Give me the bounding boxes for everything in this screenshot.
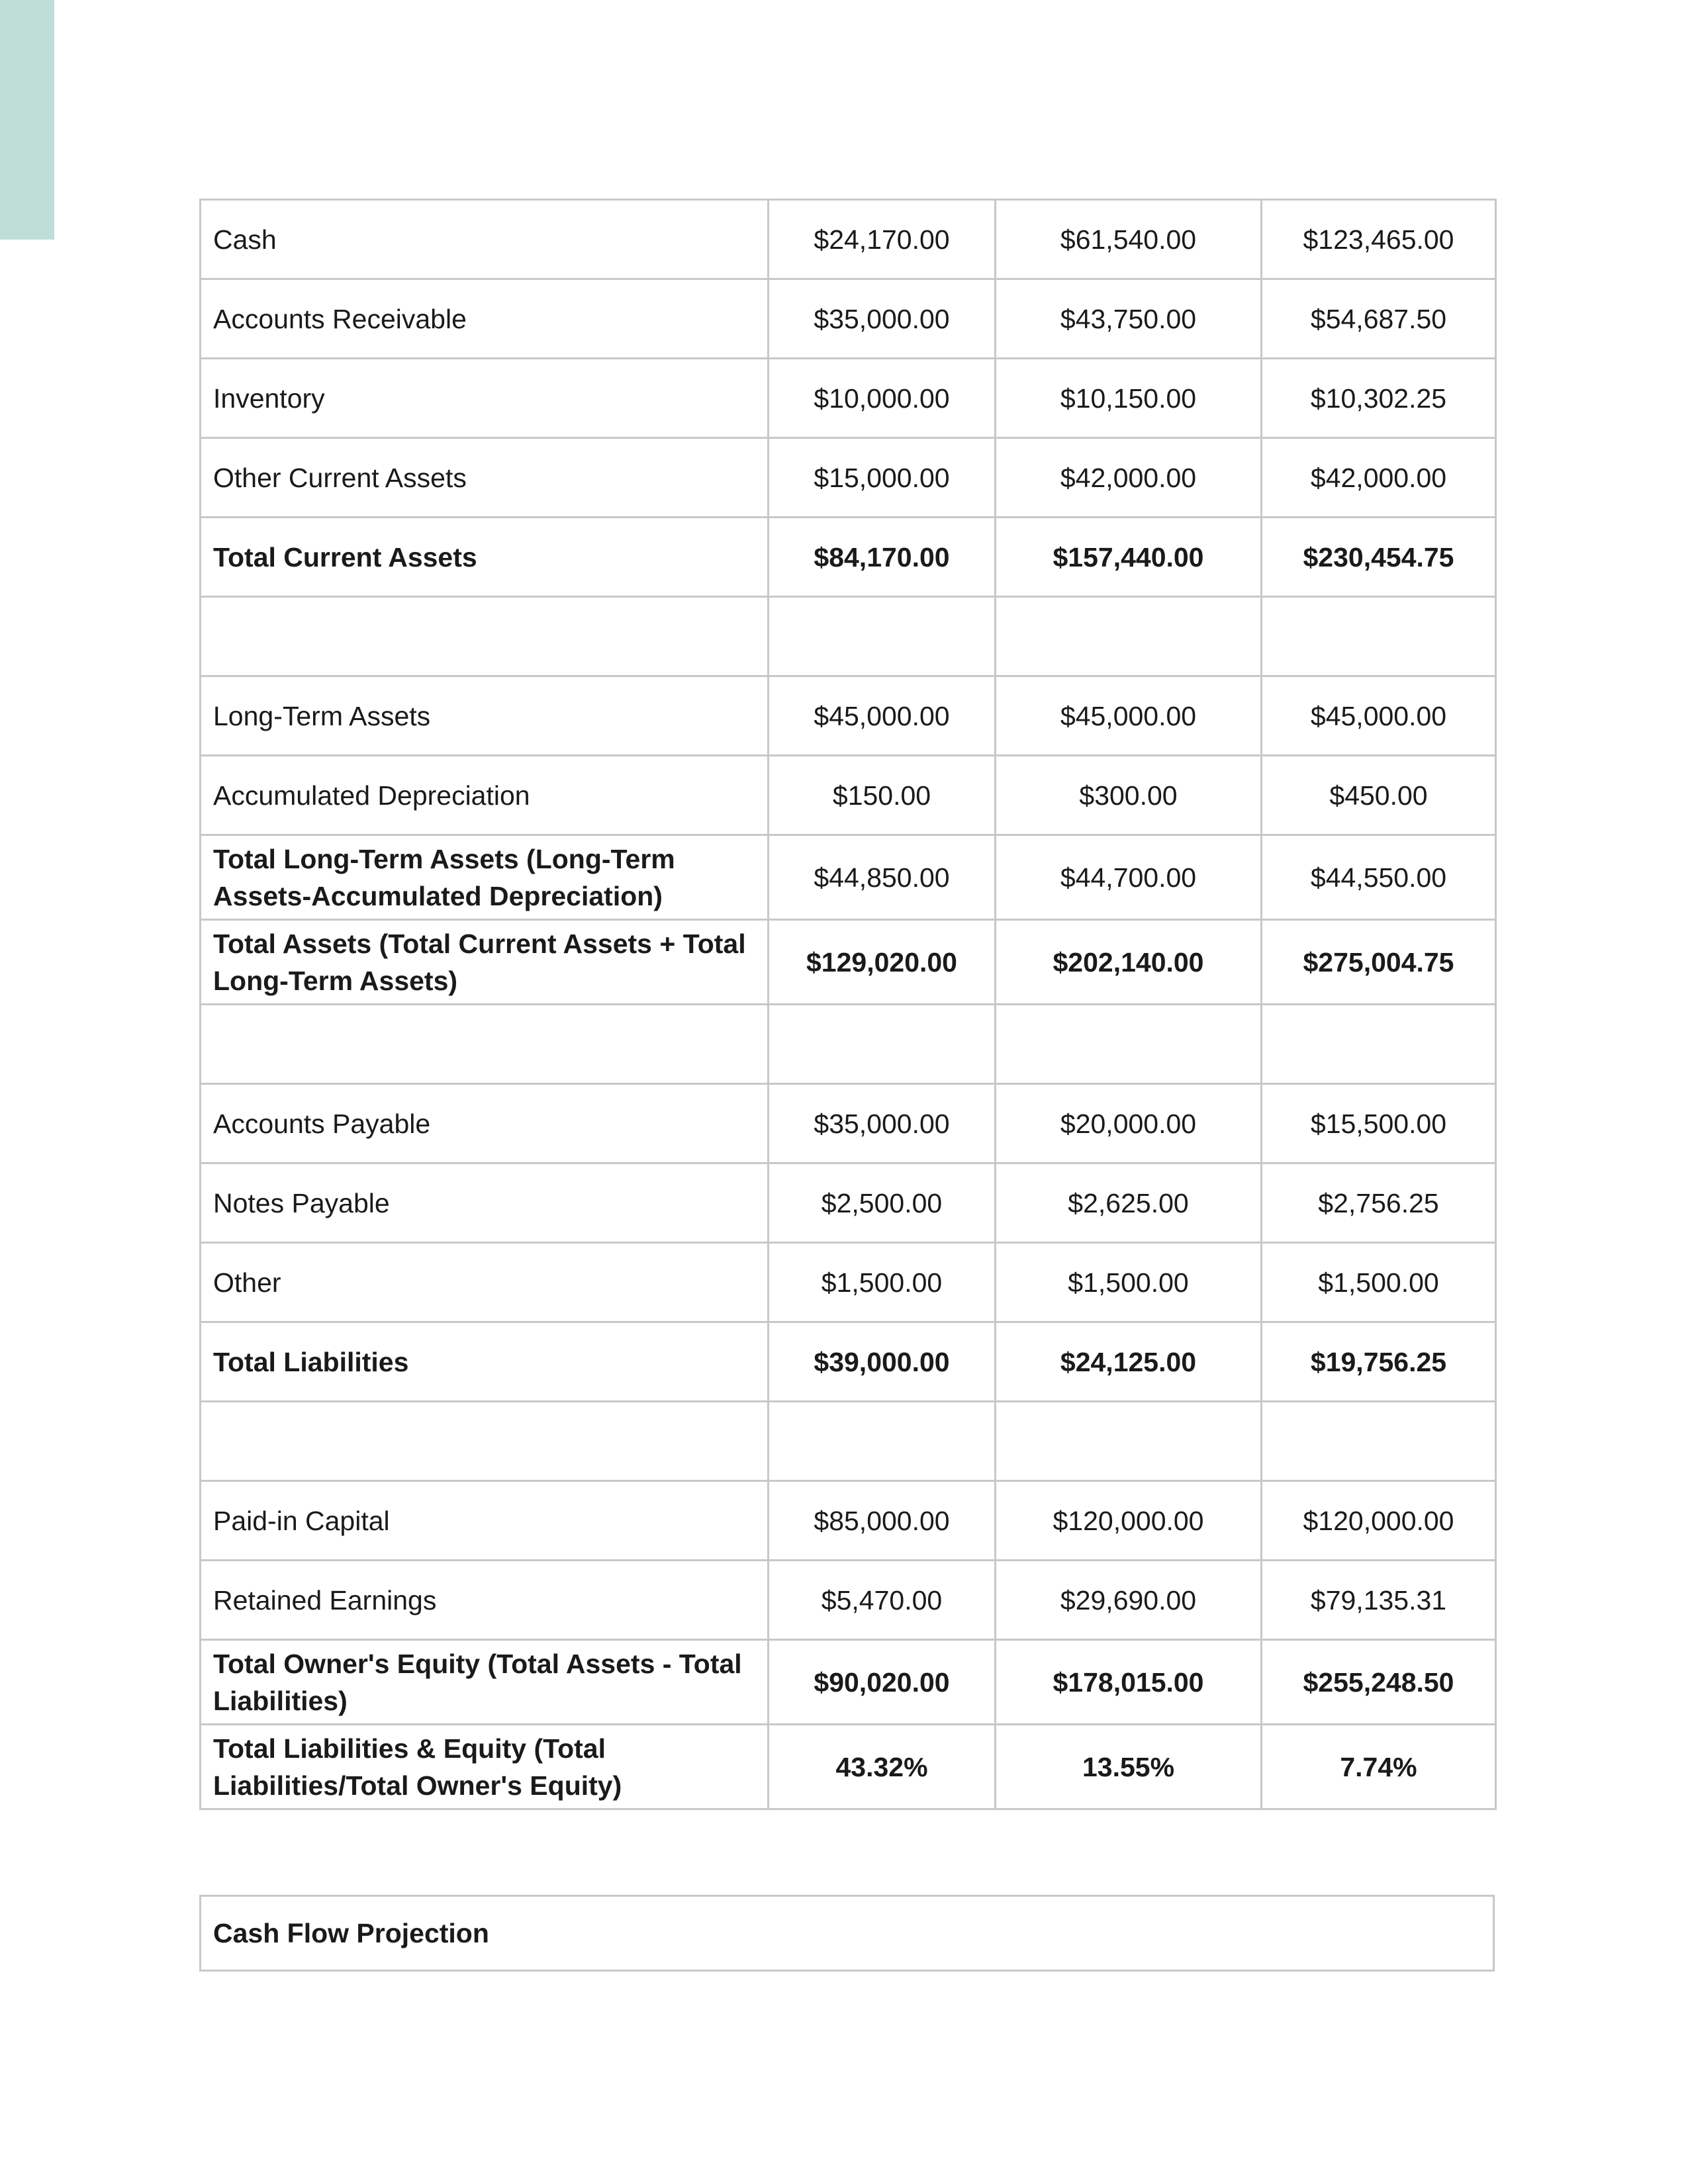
value-year-1: 43.32%: [769, 1725, 996, 1809]
table-row-spacer: [201, 1402, 1496, 1481]
value-year-3: $450.00: [1262, 756, 1496, 835]
value-year-1: $44,850.00: [769, 835, 996, 920]
value-year-2: $20,000.00: [996, 1084, 1262, 1163]
value-year-1: $15,000.00: [769, 438, 996, 518]
value-year-2: $120,000.00: [996, 1481, 1262, 1561]
row-label: Accounts Receivable: [201, 279, 769, 359]
cash-flow-table: [199, 1895, 1495, 1972]
value-year-3: $10,302.25: [1262, 359, 1496, 438]
table-row-inventory: [201, 359, 1496, 438]
value-year-3: $15,500.00: [1262, 1084, 1496, 1163]
row-label: Accumulated Depreciation: [201, 756, 769, 835]
value-year-1: $35,000.00: [769, 1084, 996, 1163]
row-label: Total Liabilities & Equity (Total Liabilities/Total Owner's Equity): [201, 1725, 769, 1809]
row-label: Other Current Assets: [201, 438, 769, 518]
value-year-3: $44,550.00: [1262, 835, 1496, 920]
value-year-2: $1,500.00: [996, 1243, 1262, 1322]
table-row-cash-flow-title: [201, 1896, 1494, 1971]
table-row-accounts-receivable: [201, 279, 1496, 359]
table-row-long-term-assets: [201, 676, 1496, 756]
value-year-1: $35,000.00: [769, 279, 996, 359]
value-year-3: [1262, 597, 1496, 676]
value-year-1: $84,170.00: [769, 518, 996, 597]
row-label: Cash: [201, 200, 769, 279]
table-row-retained-earnings: [201, 1561, 1496, 1640]
table-row-total-liabilities: [201, 1322, 1496, 1402]
value-year-1: $10,000.00: [769, 359, 996, 438]
value-year-3: $275,004.75: [1262, 920, 1496, 1005]
value-year-1: $150.00: [769, 756, 996, 835]
value-year-2: $157,440.00: [996, 518, 1262, 597]
row-label: [201, 1005, 769, 1084]
value-year-1: [769, 1005, 996, 1084]
table-row-notes-payable: [201, 1163, 1496, 1243]
row-label: [201, 1402, 769, 1481]
value-year-3: [1262, 1402, 1496, 1481]
value-year-1: $45,000.00: [769, 676, 996, 756]
value-year-3: $19,756.25: [1262, 1322, 1496, 1402]
cash-flow-title: Cash Flow Projection: [201, 1896, 1494, 1971]
value-year-2: $43,750.00: [996, 279, 1262, 359]
value-year-3: $255,248.50: [1262, 1640, 1496, 1725]
value-year-2: [996, 1005, 1262, 1084]
value-year-2: $29,690.00: [996, 1561, 1262, 1640]
table-row-total-liabilities-equity: [201, 1725, 1496, 1809]
table-row-accumulated-depreciation: [201, 756, 1496, 835]
value-year-2: $300.00: [996, 756, 1262, 835]
table-row-paid-in-capital: [201, 1481, 1496, 1561]
row-label: Total Liabilities: [201, 1322, 769, 1402]
value-year-1: $85,000.00: [769, 1481, 996, 1561]
table-row-total-assets: [201, 920, 1496, 1005]
value-year-2: $10,150.00: [996, 359, 1262, 438]
row-label: Total Owner's Equity (Total Assets - Total Liabilities): [201, 1640, 769, 1725]
value-year-3: $123,465.00: [1262, 200, 1496, 279]
value-year-2: $44,700.00: [996, 835, 1262, 920]
value-year-3: 7.74%: [1262, 1725, 1496, 1809]
table-row-other: [201, 1243, 1496, 1322]
value-year-1: [769, 1402, 996, 1481]
value-year-1: $2,500.00: [769, 1163, 996, 1243]
value-year-3: $54,687.50: [1262, 279, 1496, 359]
table-row-total-owners-equity: [201, 1640, 1496, 1725]
table-row-total-current-assets: [201, 518, 1496, 597]
value-year-3: $120,000.00: [1262, 1481, 1496, 1561]
value-year-1: $24,170.00: [769, 200, 996, 279]
balance-sheet-table: [199, 199, 1497, 1810]
value-year-3: $42,000.00: [1262, 438, 1496, 518]
row-label: Total Assets (Total Current Assets + Total Long-Term Assets): [201, 920, 769, 1005]
value-year-2: $42,000.00: [996, 438, 1262, 518]
value-year-2: $178,015.00: [996, 1640, 1262, 1725]
row-label: [201, 597, 769, 676]
value-year-3: [1262, 1005, 1496, 1084]
table-row-total-long-term-assets: [201, 835, 1496, 920]
side-color-tab: [0, 0, 54, 240]
value-year-1: $90,020.00: [769, 1640, 996, 1725]
row-label: Total Long-Term Assets (Long-Term Assets-Accumulated Depreciation): [201, 835, 769, 920]
value-year-3: $79,135.31: [1262, 1561, 1496, 1640]
value-year-1: [769, 597, 996, 676]
row-label: Total Current Assets: [201, 518, 769, 597]
row-label: Paid-in Capital: [201, 1481, 769, 1561]
row-label: Retained Earnings: [201, 1561, 769, 1640]
value-year-2: $202,140.00: [996, 920, 1262, 1005]
table-row-cash: [201, 200, 1496, 279]
value-year-1: $5,470.00: [769, 1561, 996, 1640]
row-label: Other: [201, 1243, 769, 1322]
table-row-accounts-payable: [201, 1084, 1496, 1163]
value-year-1: $129,020.00: [769, 920, 996, 1005]
value-year-2: $61,540.00: [996, 200, 1262, 279]
row-label: Accounts Payable: [201, 1084, 769, 1163]
value-year-2: [996, 1402, 1262, 1481]
row-label: Inventory: [201, 359, 769, 438]
value-year-2: [996, 597, 1262, 676]
value-year-2: $45,000.00: [996, 676, 1262, 756]
value-year-1: $39,000.00: [769, 1322, 996, 1402]
value-year-3: $230,454.75: [1262, 518, 1496, 597]
table-row-other-current-assets: [201, 438, 1496, 518]
table-row-spacer: [201, 1005, 1496, 1084]
value-year-2: 13.55%: [996, 1725, 1262, 1809]
value-year-2: $2,625.00: [996, 1163, 1262, 1243]
value-year-1: $1,500.00: [769, 1243, 996, 1322]
value-year-3: $2,756.25: [1262, 1163, 1496, 1243]
row-label: Notes Payable: [201, 1163, 769, 1243]
value-year-3: $45,000.00: [1262, 676, 1496, 756]
table-row-spacer: [201, 597, 1496, 676]
value-year-2: $24,125.00: [996, 1322, 1262, 1402]
row-label: Long-Term Assets: [201, 676, 769, 756]
value-year-3: $1,500.00: [1262, 1243, 1496, 1322]
